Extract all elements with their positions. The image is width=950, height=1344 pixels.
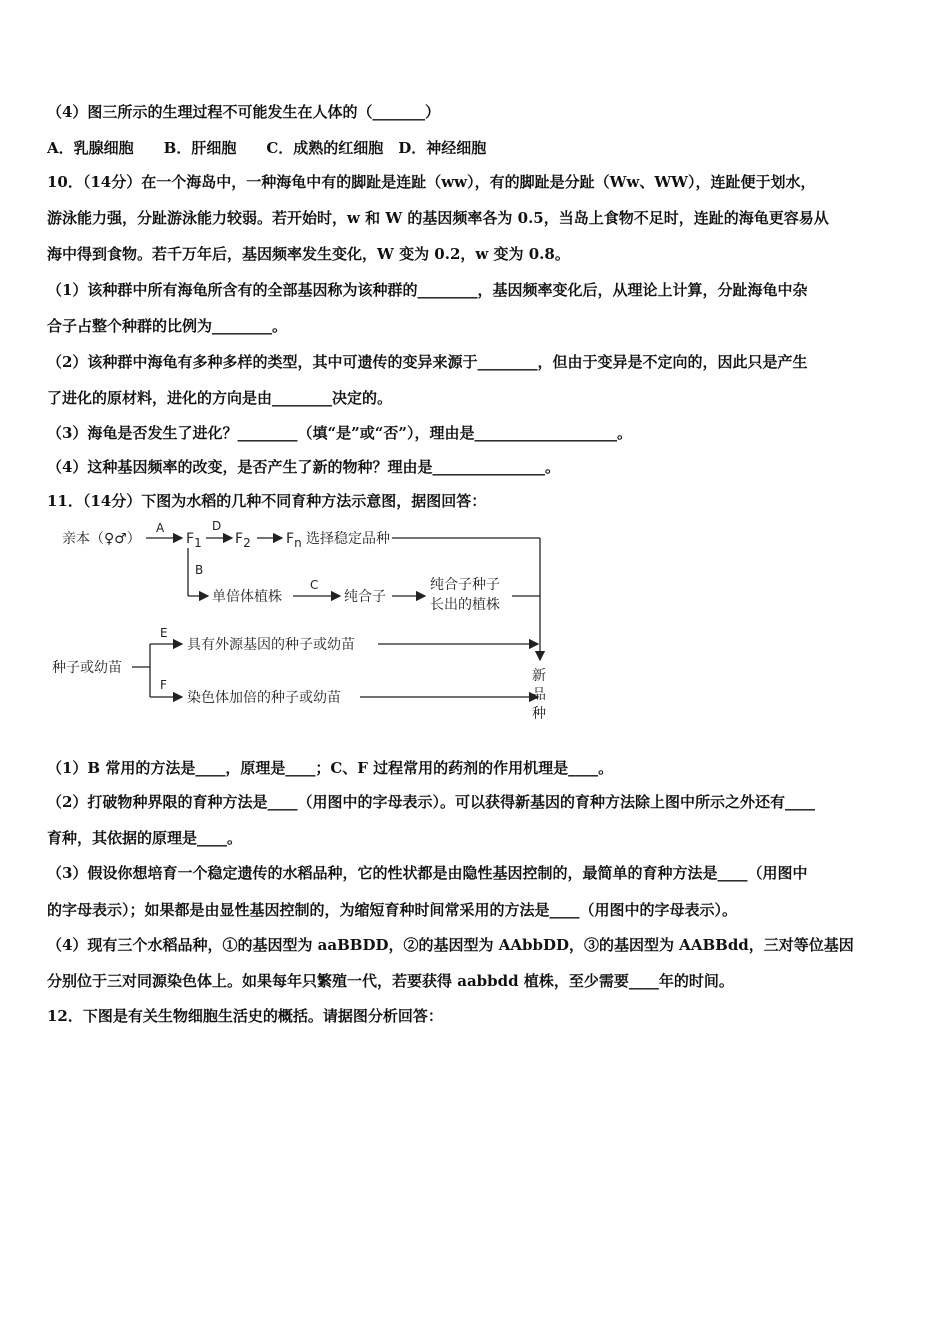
pure-seed-line-1: 纯合子种子 [430,577,500,593]
question-11-sub4-line-2: 分别位于三对同源染色体上。如果每年只繁殖一代，若要获得 aabbdd 植株，至少需要____年的时间。 [47,972,734,990]
label-c: C [310,578,319,592]
pure-seed-line-2: 长出的植株 [430,597,500,613]
question-11-sub2-line-2: 育种，其依据的原理是____。 [47,829,243,847]
question-10-line-3: 海中得到食物。若千万年后，基因频率发生变化，W 变为 0.2，w 变为 0.8。 [47,245,570,263]
pure-line: 纯合子 [344,589,386,605]
breeding-diagram [50,516,550,731]
fn-label: Fn [286,531,302,550]
f1-label: F1 [186,531,202,550]
question-11-sub3-line-2: 的字母表示）；如果都是由显性基因控制的，为缩短育种时间常采用的方法是____（用图中的字母表示）。 [47,901,738,919]
question-11-sub1: （1）B 常用的方法是____，原理是____；C、F 过程常用的药剂的作用机理是____。 [47,759,614,777]
haploid-plant: 单倍体植株 [212,589,282,605]
question-10-sub4: （4）这种基因频率的改变，是否产生了新的物种？理由是_______________。 [47,458,560,476]
question-options: A．乳腺细胞 B．肝细胞 C．成熟的红细胞 D．神经细胞 [47,139,487,157]
question-11-stem: 11．（14分）下图为水稻的几种不同育种方法示意图，据图回答： [47,492,487,510]
new-variety-1: 新 [532,668,546,684]
parents-label: 亲本（♀♂） [62,531,141,547]
label-f: F [160,678,167,692]
question-10-sub1-line-2: 合子占整个种群的比例为________。 [47,317,288,335]
question-10-line-2: 游泳能力强，分趾游泳能力较弱。若开始时，w 和 W 的基因频率各为 0.5，当岛上食物不足时，连趾的海龟更容易从 [47,209,829,227]
question-11-sub3-line-1: （3）假设你想培育一个稳定遗传的水稻品种，它的性状都是由隐性基因控制的，最简单的育种方法是____（用图中 [47,864,808,882]
question-11-sub4-line-1: （4）现有三个水稻品种，①的基因型为 aaBBDD，②的基因型为 AAbbDD，③的基因型为 AABBdd，三对等位基因 [47,936,854,954]
label-e: E [160,626,168,640]
foreign-gene-seed: 具有外源基因的种子或幼苗 [187,637,355,653]
question-10-sub3: （3）海龟是否发生了进化？________（填“是”或“否”），理由是___________________。 [47,424,632,442]
question-11-sub2-line-1: （2）打破物种界限的育种方法是____（用图中的字母表示）。可以获得新基因的育种方法除上图中所示之外还有____ [47,793,815,811]
new-variety-2: 品 [532,687,546,703]
doubled-seed: 染色体加倍的种子或幼苗 [187,690,341,706]
question-10-sub2-line-2: 了进化的原材料，进化的方向是由________决定的。 [47,389,393,407]
question-10-sub1-line-1: （1）该种群中所有海龟所含有的全部基因称为该种群的________，基因频率变化后，从理论上计算，分趾海龟中杂 [47,281,808,299]
question-10-sub2-line-1: （2）该种群中海龟有多种多样的类型，其中可遗传的变异来源于________，但由于变异是不定向的，因此只是产生 [47,353,808,371]
fn-text: 选择稳定品种 [306,531,390,547]
question-12-stem: 12．下图是有关生物细胞生活史的概括。请据图分析回答： [47,1007,443,1025]
question-10-line-1: 10．（14分）在一个海岛中，一种海龟中有的脚趾是连趾（ww），有的脚趾是分趾（Ww、WW），连趾便于划水， [47,173,816,191]
label-a: A [156,521,165,535]
f2-label: F2 [235,531,251,550]
label-b: B [195,563,204,577]
seed-label: 种子或幼苗 [52,660,122,676]
question-line-1: （4）图三所示的生理过程不可能发生在人体的（_______） [47,103,440,121]
new-variety-3: 种 [532,706,546,722]
label-d: D [212,519,222,533]
